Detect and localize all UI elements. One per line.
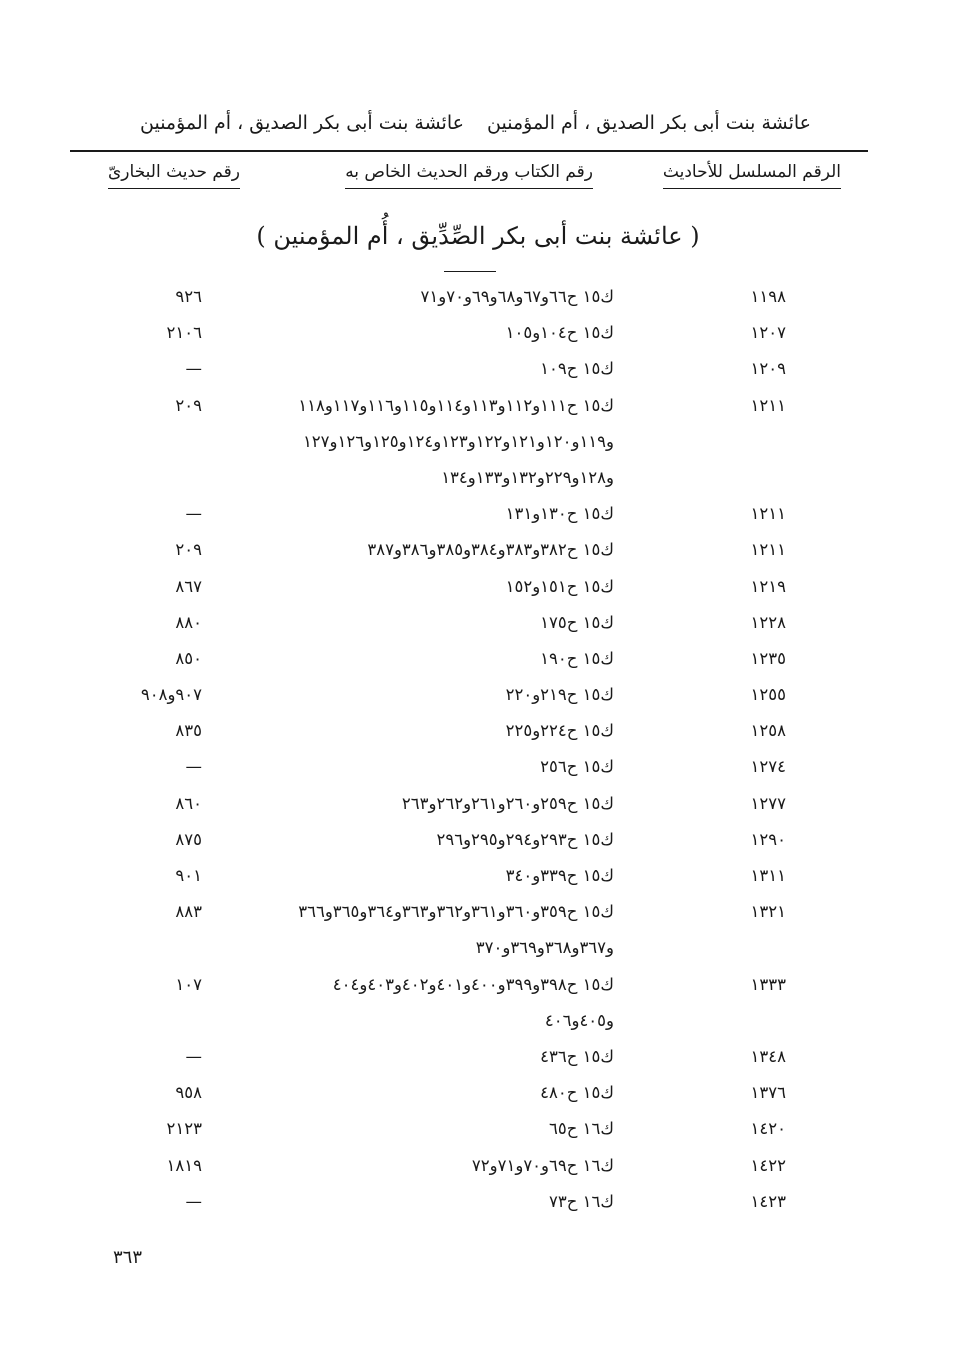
page-number: ٣٦٣ [113,1247,143,1268]
bukhari-number-cell: ٨٦٠ [175,793,202,813]
serial-number-cell: ١٢٧٧ [750,793,786,813]
table-row [0,716,956,752]
bukhari-number-cell: ١٨١٩ [166,1155,202,1175]
bukhari-number-cell: ٨٦٧ [175,576,202,596]
serial-number-cell: ١٢١١ [750,395,786,415]
serial-number-cell: ١٢٩٠ [750,829,786,849]
section-title: ( عائشة بنت أبى بكر الصِّدِّيق ، أُم المؤمنين ) [256,222,700,250]
bukhari-number-cell: ٩٠٧و٩٠٨ [140,685,202,705]
serial-number-cell: ١٢٢٨ [750,612,786,632]
serial-number-cell: ١٣١١ [750,866,786,885]
bukhari-number-cell: ١٠٧ [175,974,202,994]
running-head-right: عائشة بنت أبى بكر الصديق ، أم المؤمنين [487,112,811,134]
book-hadith-cell: ك١٥ ح٢٢٤و٢٢٥ [505,721,614,741]
table-row [0,1078,956,1114]
bukhari-number-cell: — [185,1191,202,1211]
table-row [0,825,956,861]
column-header-serial: الرقم المسلسل للأحاديث [663,162,841,189]
book-hadith-cell: ك١٥ ح٣٣٩و٣٤٠ [505,866,614,885]
table-row [0,897,956,933]
table-row [0,608,956,644]
table-row [0,933,956,969]
hadith-table [0,282,956,1223]
bukhari-number-cell: ٢٠٩ [175,540,202,560]
bukhari-number-cell: — [185,757,202,777]
book-hadith-cell: ك١٥ ح١٩٠ [540,648,614,668]
book-hadith-cell: ك١٥ ح٣٨٢و٣٨٣و٣٨٤و٣٨٥و٣٨٦و٣٨٧ [367,540,614,560]
serial-number-cell: ١٢١٩ [750,576,786,596]
table-row [0,535,956,571]
bukhari-number-cell: — [185,1046,202,1066]
table-row [0,789,956,825]
table-row [0,644,956,680]
table-row [0,572,956,608]
bukhari-number-cell: ٩٢٦ [175,287,202,306]
table-row [0,463,956,499]
serial-number-cell: ١٣٢١ [750,902,786,922]
serial-number-cell: ١٢٣٥ [750,648,786,668]
serial-number-cell: ١٢٧٤ [750,757,786,777]
book-hadith-cell: ك١٥ ح٢٩٣و٢٩٤و٢٩٥و٢٩٦ [436,829,614,849]
book-hadith-cell: ك١٥ ح١١١و١١٢و١١٣و١١٤و١١٥و١١٦و١١٧و١١٨ [298,395,614,415]
serial-number-cell: ١٢٠٩ [750,359,786,379]
serial-number-cell: ١٢١١ [750,504,786,524]
table-row [0,1042,956,1078]
bukhari-number-cell: ٩٠١ [175,866,202,885]
bukhari-number-cell: — [185,504,202,524]
book-hadith-cell: ك١٥ ح٤٣٦ [540,1046,614,1066]
serial-number-cell: ١٤٢٢ [750,1155,786,1175]
book-hadith-cell: و١١٩و١٢٠و١٢١و١٢٢و١٢٣و١٢٤و١٢٥و١٢٦و١٢٧ [302,431,614,451]
table-row [0,752,956,788]
book-hadith-cell: و٤٠٥و٤٠٦ [544,1010,614,1030]
book-hadith-cell: و٣٦٧و٣٦٨و٣٦٩و٣٧٠ [475,938,614,958]
book-hadith-cell: ك١٥ ح٢١٩و٢٢٠ [505,685,614,705]
serial-number-cell: ١٣٤٨ [750,1046,786,1066]
table-row [0,318,956,354]
serial-number-cell: ١٣٣٣ [750,974,786,994]
table-row [0,1187,956,1223]
book-hadith-cell: ك١٥ ح١٧٥ [540,612,614,632]
book-hadith-cell: ك١٦ ح٦٩و٧٠و٧١و٧٢ [471,1155,614,1175]
book-hadith-cell: ك١٥ ح٢٥٦ [540,757,614,777]
book-hadith-cell: ك١٥ ح١٠٩ [540,359,614,379]
serial-number-cell: ١٢٠٧ [750,323,786,343]
table-row [0,680,956,716]
bukhari-number-cell: ٢٠٩ [175,395,202,415]
bukhari-number-cell: ٨٣٥ [175,721,202,741]
bukhari-number-cell: ٢١٢٣ [166,1119,202,1139]
table-row [0,970,956,1006]
book-hadith-cell: ك١٥ ح٣٩٨و٣٩٩و٤٠٠و٤٠١و٤٠٢و٤٠٣و٤٠٤ [332,974,614,994]
table-row [0,1006,956,1042]
bukhari-number-cell: ٨٨٣ [175,902,202,922]
serial-number-cell: ١١٩٨ [750,287,786,306]
book-hadith-cell: ك١٥ ح٣٥٩و٣٦٠و٣٦١و٣٦٢و٣٦٣و٣٦٤و٣٦٥و٣٦٦ [298,902,614,922]
book-hadith-cell: ك١٥ ح٦٦و٦٧و٦٨و٦٩و٧٠و٧١ [420,287,614,306]
running-head-left: عائشة بنت أبى بكر الصديق ، أم المؤمنين [140,112,464,134]
book-hadith-cell: ك١٦ ح٦٥ [549,1119,614,1139]
book-hadith-cell: ك١٥ ح١٣٠و١٣١ [505,504,614,524]
table-row [0,1114,956,1150]
bukhari-number-cell: — [185,359,202,379]
serial-number-cell: ١٣٧٦ [750,1083,786,1103]
column-header-book: رقم الكتاب ورقم الحديث الخاص به [345,162,593,189]
book-hadith-cell: ك١٥ ح٢٥٩و٢٦٠و٢٦١و٢٦٢و٢٦٣ [401,793,614,813]
table-row [0,1151,956,1187]
table-row [0,282,956,318]
serial-number-cell: ١٤٢٠ [750,1119,786,1139]
serial-number-cell: ١٢٥٨ [750,721,786,741]
bukhari-number-cell: ٢١٠٦ [166,323,202,343]
table-row [0,427,956,463]
serial-number-cell: ١٢١١ [750,540,786,560]
header-rule [70,150,868,152]
table-row [0,499,956,535]
book-hadith-cell: و١٢٨و٢٢٩و١٣٢و١٣٣و١٣٤ [441,467,614,487]
serial-number-cell: ١٤٢٣ [750,1191,786,1211]
serial-number-cell: ١٢٥٥ [750,685,786,705]
bukhari-number-cell: ٨٧٥ [175,829,202,849]
column-header-bukhari: رقم حديث البخارىّ [108,162,240,189]
bukhari-number-cell: ٨٨٠ [175,612,202,632]
book-hadith-cell: ك١٥ ح١٠٤و١٠٥ [505,323,614,343]
bukhari-number-cell: ٨٥٠ [175,648,202,668]
book-hadith-cell: ك١٥ ح٤٨٠ [540,1083,614,1103]
book-hadith-cell: ك١٦ ح٧٣ [549,1191,614,1211]
book-hadith-cell: ك١٥ ح١٥١و١٥٢ [505,576,614,596]
table-row [0,391,956,427]
bukhari-number-cell: ٩٥٨ [175,1083,202,1103]
table-row [0,354,956,390]
title-rule [444,271,496,272]
table-row [0,861,956,897]
